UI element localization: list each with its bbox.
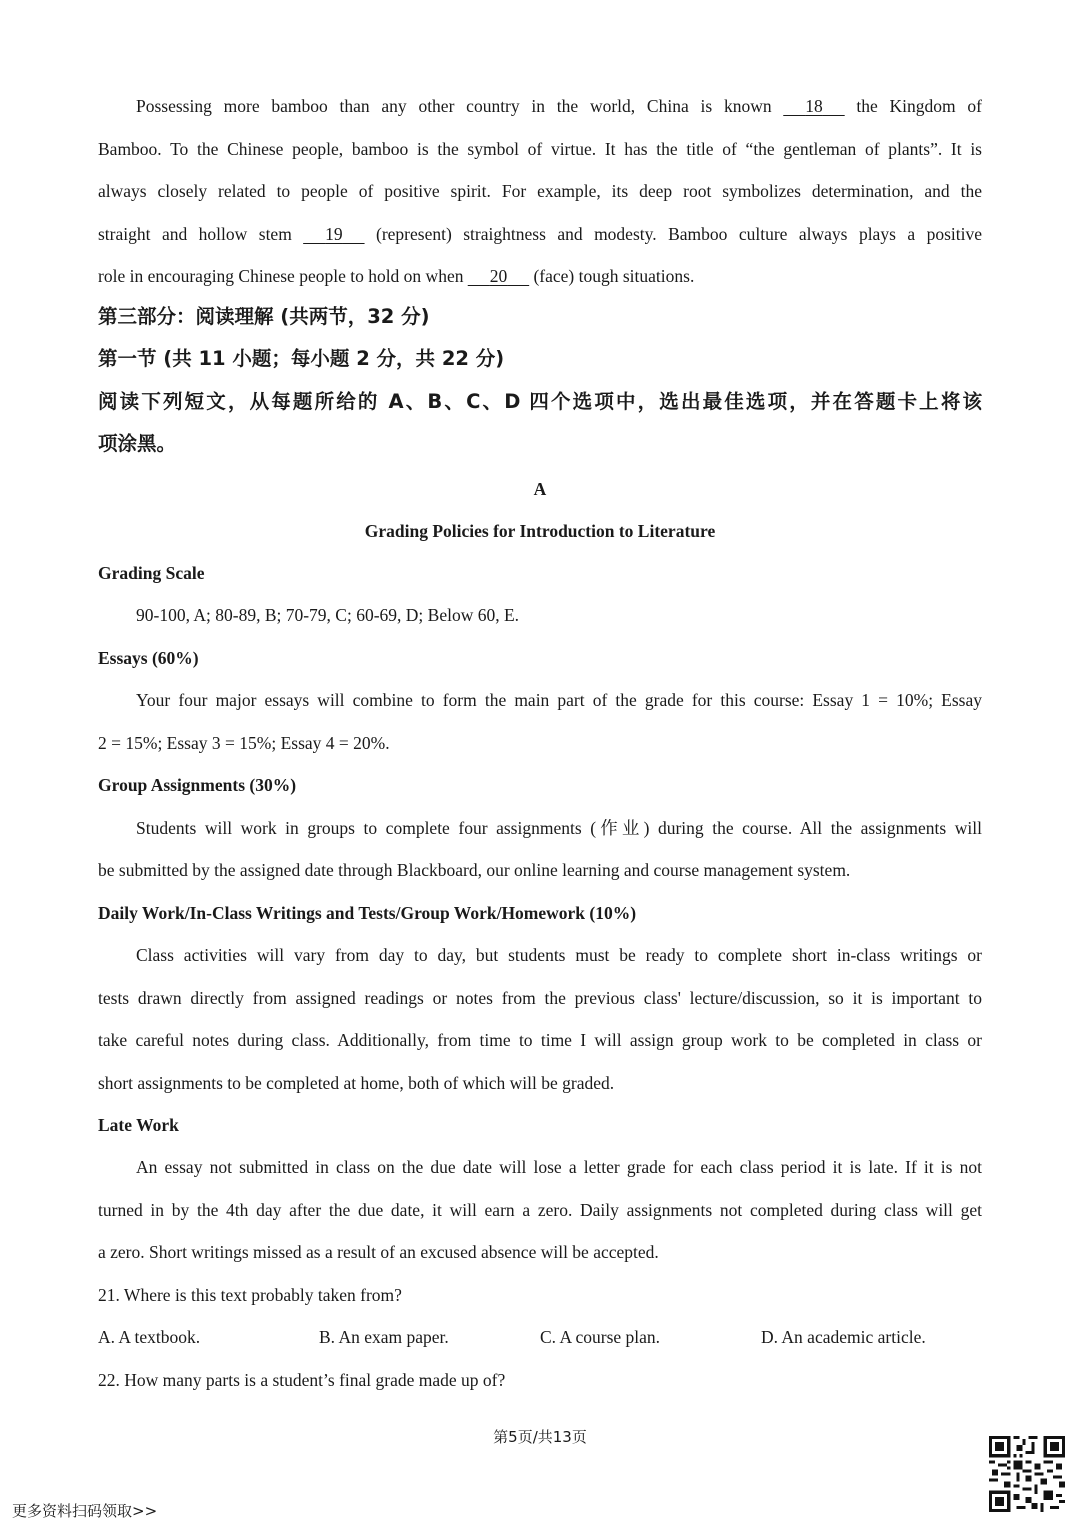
q21-option-a: A. A textbook.	[98, 1327, 201, 1347]
daily-line-3: take careful notes during class. Additionally, from time to time I will assign group work to be completed in class or	[98, 1030, 982, 1050]
group-heading: Group Assignments (30%)	[98, 775, 297, 795]
group-line-1: Students will work in groups to complete four assignments (作业) during the course. All the assignments will	[136, 818, 982, 838]
q21-option-c: C. A course plan.	[540, 1327, 661, 1347]
cloze-line-2: Bamboo. To the Chinese people, bamboo is the symbol of virtue. It has the title of “the gentleman of plants”. It is	[98, 139, 982, 159]
grading-scale-text: 90-100, A; 80-89, B; 70-79, C; 60-69, D; Below 60, E.	[136, 605, 520, 625]
daily-line-2: tests drawn directly from assigned readings or notes from the previous class' lecture/discussion, so it is important to	[98, 988, 982, 1008]
grading-scale-heading: Grading Scale	[98, 563, 205, 583]
cloze-line-3: always closely related to people of positive spirit. For example, its deep root symbolizes determination, and the	[98, 181, 982, 201]
cloze-line-5	[98, 264, 982, 288]
essays-line-2: 2 = 15%; Essay 3 = 15%; Essay 4 = 20%.	[98, 733, 390, 753]
question-21: 21. Where is this text probably taken from?	[98, 1285, 402, 1305]
blank-18: 18	[805, 96, 823, 116]
instruction-line-1: 阅读下列短文，从每题所给的 A、B、C、D 四个选项中，选出最佳选项，并在答题卡上将该	[98, 390, 982, 413]
passage-title: Grading Policies for Introduction to Literature	[364, 521, 716, 541]
q21-option-b: B. An exam paper.	[319, 1327, 449, 1347]
cloze-line-4	[98, 222, 982, 246]
more-resources-link[interactable]: 更多资料扫码领取>>	[12, 1502, 158, 1520]
late-line-1: An essay not submitted in class on the due date will lose a letter grade for each class period it is late. If it is not	[136, 1157, 982, 1177]
cloze-text: the Kingdom of	[856, 96, 983, 116]
cloze-text: (represent) straightness and modesty. Bamboo culture always plays a positive	[376, 224, 982, 244]
daily-line-4: short assignments to be completed at home, both of which will be graded.	[98, 1073, 615, 1093]
question-22: 22. How many parts is a student’s final grade made up of?	[98, 1370, 506, 1390]
daily-heading: Daily Work/In-Class Writings and Tests/Group Work/Homework (10%)	[98, 903, 637, 923]
essays-line-1: Your four major essays will combine to form the main part of the grade for this course: Essay 1 = 10%; Essay	[136, 690, 982, 710]
instruction-line-2: 项涂黑。	[98, 432, 177, 455]
page-number: 第5页/共13页	[493, 1428, 587, 1446]
late-line-3: a zero. Short writings missed as a result of an excused absence will be accepted.	[98, 1242, 659, 1262]
late-heading: Late Work	[98, 1115, 179, 1135]
essays-heading: Essays (60%)	[98, 648, 199, 668]
part3-heading: 第三部分：阅读理解 (共两节，32 分)	[98, 305, 430, 328]
cloze-text: role in encouraging Chinese people to hold on when	[98, 266, 464, 286]
daily-line-1: Class activities will vary from day to day, but students must be ready to complete short in-class writings or	[136, 945, 982, 965]
cloze-text: straight and hollow stem	[98, 224, 292, 244]
late-line-2: turned in by the 4th day after the due date, it will earn a zero. Daily assignments not completed during class will get	[98, 1200, 982, 1220]
cloze-text: Possessing more bamboo than any other country in the world, China is known	[136, 96, 772, 116]
blank-19: 19	[325, 224, 343, 244]
q21-option-d: D. An academic article.	[761, 1327, 926, 1347]
section1-heading: 第一节 (共 11 小题；每小题 2 分，共 22 分)	[98, 347, 505, 370]
group-line-2: be submitted by the assigned date through Blackboard, our online learning and course management system.	[98, 860, 851, 880]
blank-20: 20	[489, 266, 508, 286]
cloze-line-1	[136, 94, 982, 118]
passage-letter: A	[533, 479, 547, 499]
qr-code-icon[interactable]	[989, 1436, 1065, 1512]
cloze-text: (face) tough situations.	[533, 266, 695, 286]
